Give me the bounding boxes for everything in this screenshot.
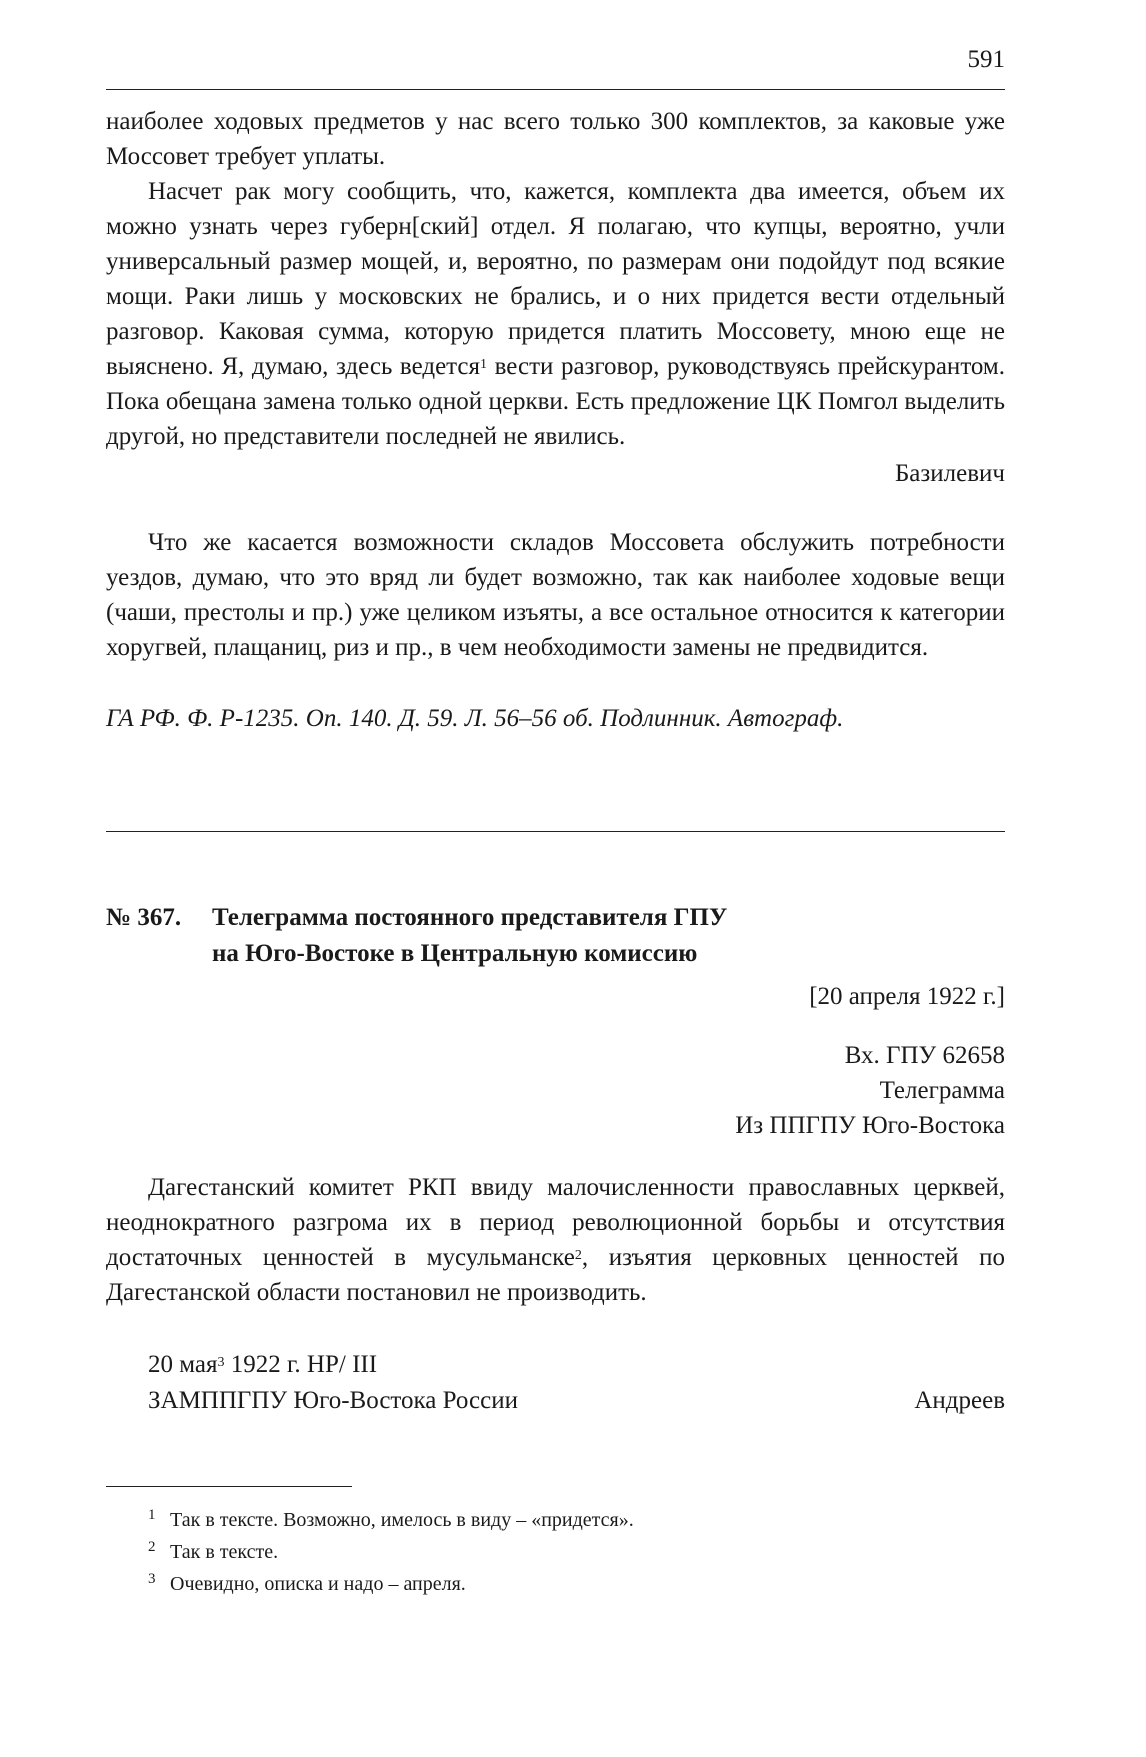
document-number: № 367. <box>106 904 182 931</box>
footnote-ref: 3 <box>217 1355 225 1370</box>
telegram-body <box>106 1170 1005 1310</box>
document-type: Телеграмма <box>879 1077 1005 1104</box>
document-title-line2: на Юго-Востоке в Центральную комиссию <box>212 940 698 967</box>
paragraph: Насчет рак могу сообщить, что, кажется, комплекта два имеется, объем их можно узнать через губерн[ский] отдел. Я полагаю, что купцы, вероятно, учли универсальный размер мощей, и, вероятно, по размерам они подойдут под всякие мощи. Раки лишь у московских не брались, и о них придется вести отдельный разговор. Каковая сумма, которую придется платить Моссовету, мною еще не выяснено. Я, думаю, здесь ведется$^1$ вести разговор, руководствуясь прейскурантом. Пока обещана замена только одной церкви. Есть предложение ЦК Помгол выделить другой, но представители последней не явились. <box>106 178 1006 450</box>
footnote-ref: 2 <box>574 1248 582 1263</box>
header-rule <box>106 89 1005 90</box>
incoming-number: Вх. ГПУ 62658 <box>844 1042 1005 1069</box>
letter-text <box>106 104 1005 736</box>
document-from: Из ППГПУ Юго-Востока <box>735 1112 1005 1139</box>
paragraph: Дагестанский комитет РКП ввиду малочисленности православных церквей, неоднократного разгрома их в период революционной борьбы и отсутствия достаточных ценностей в мусульманске$^2$, изъятия церковных ценностей по Дагестанской области постановил не производить. <box>106 1174 1005 1306</box>
paragraph: наиболее ходовых предметов у нас всего только 300 комплектов, за каковые уже Моссовет требует уплаты. <box>106 108 1005 170</box>
book-page <box>106 0 1005 1757</box>
footnote: 2 Так в тексте. <box>148 1539 279 1563</box>
section-rule <box>106 831 1005 832</box>
footnote: 1 Так в тексте. Возможно, имелось в виду – «придется». <box>148 1507 634 1531</box>
footnote-rule <box>106 1486 352 1487</box>
archive-source: ГА РФ. Ф. Р-1235. Оп. 140. Д. 59. Л. 56–56 об. Подлинник. Автограф. <box>106 705 844 732</box>
document-heading <box>106 900 1005 972</box>
addendum-paragraph: Что же касается возможности складов Моссовета обслужить потребности уездов, думаю, что это вряд ли будет возможно, так как наиболее ходовые вещи (чаши, престолы и пр.) уже целиком изъяты, а все остальное относится к категории хоругвей, плащаниц, риз и пр., в чем необходимости замены не предвидится. <box>106 529 1005 661</box>
page-number: 591 <box>967 46 1005 73</box>
document-date: [20 апреля 1922 г.] <box>809 983 1005 1010</box>
signer-position: ЗАМППГПУ Юго-Востока России <box>148 1387 518 1414</box>
footnotes <box>148 1504 634 1600</box>
footnote: 3 Очевидно, описка и надо – апреля. <box>148 1571 466 1595</box>
document-meta <box>735 979 1005 1143</box>
document-title-line1: Телеграмма постоянного представителя ГПУ <box>212 904 728 931</box>
telegram-signature: 20 мая$^3$ 1922 г. НР/ III ЗАМППГПУ Юго-Востока России Андреев <box>148 1347 1005 1419</box>
signature: Базилевич <box>894 460 1005 487</box>
signer-name: Андреев <box>914 1387 1005 1414</box>
footnote-ref: 1 <box>480 357 488 372</box>
